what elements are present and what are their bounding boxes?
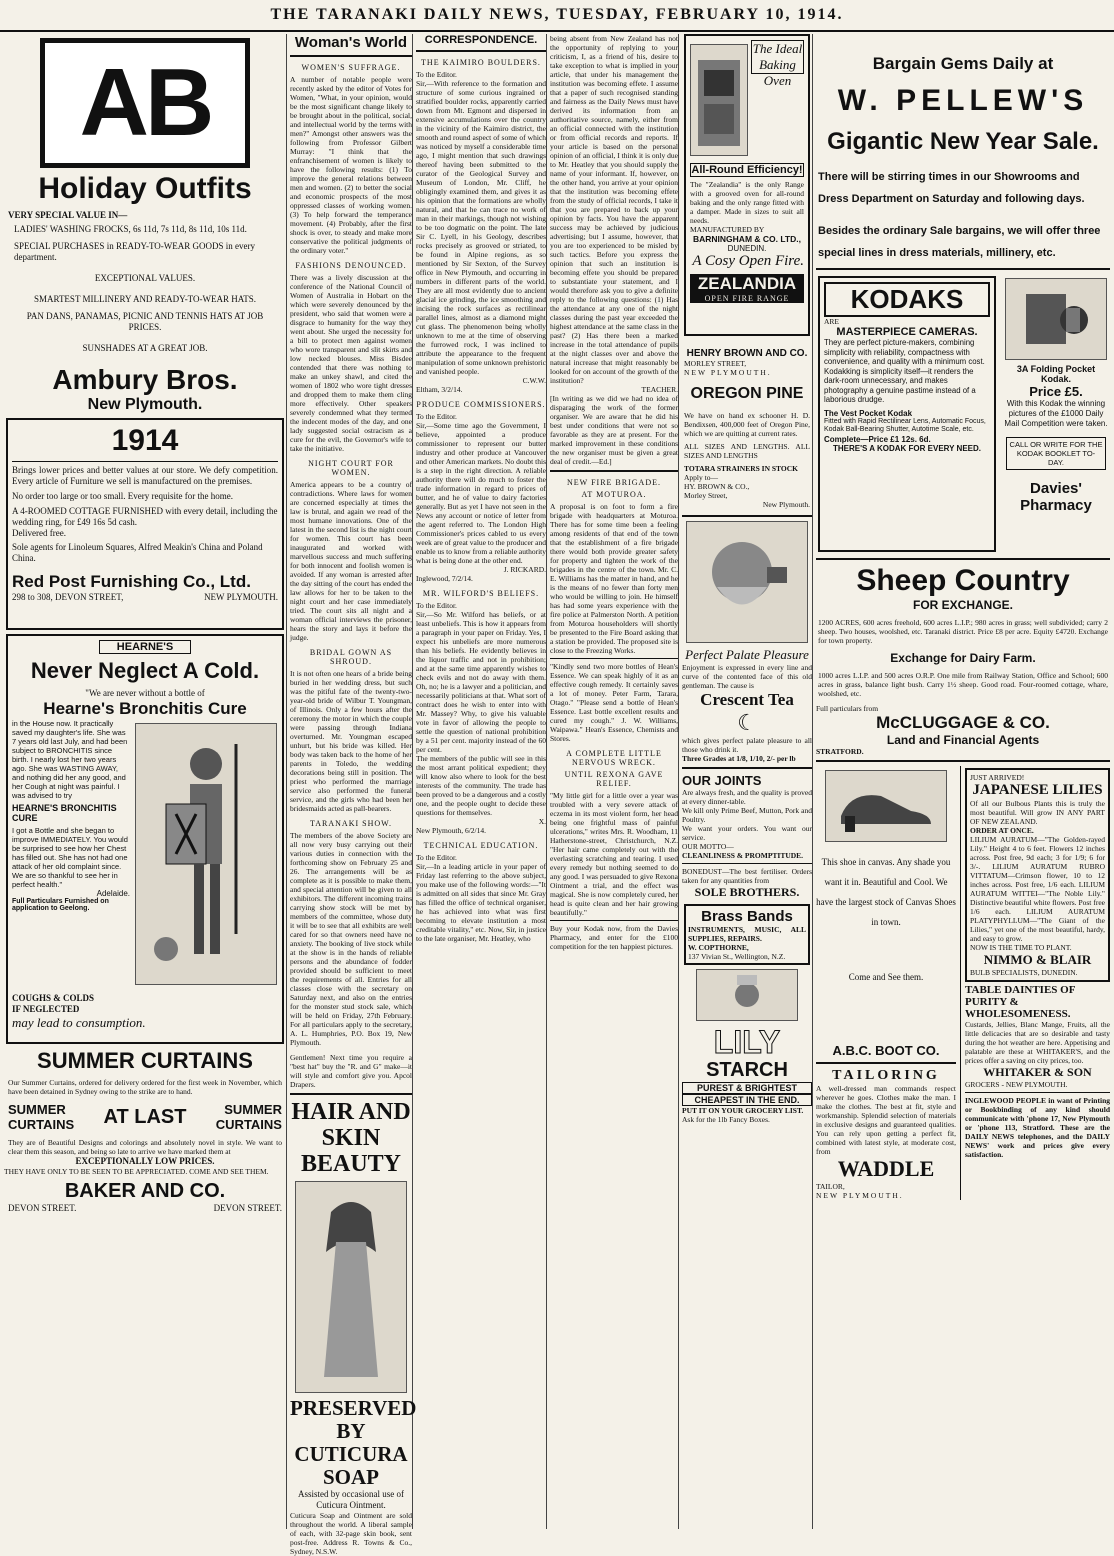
- zealandia-efficiency: All-Round Efficiency!: [691, 164, 803, 176]
- zealandia-logo: ZEALANDIA: [690, 274, 804, 294]
- baker-text: Our Summer Curtains, ordered for delivery ordered for the first week in November, which have been detained in Sydney owing to the strike are to hand.: [8, 1078, 282, 1096]
- kodak-are: ARE: [824, 317, 839, 326]
- shoe-illustration: [825, 770, 947, 842]
- hearne-product: Hearne's Bronchitis Cure: [43, 699, 247, 718]
- lily-starch: STARCH: [706, 1059, 788, 1081]
- article-text: A proposal is on foot to form a fire brigade with headquarters at Moturoa. There has for some time been a feeling among residents of that end of the town that the establishment of a fire brigade there would both provide greater safety for property and tighten the work of the brigades in the centre of the town. Mr. C. E. Williams has the matter in hand, and he is the means of no fewer than forty men who would be willing to join. He himself has had some years experience with the fire police at Palmerston North. A petition from Moturoa householders will shortly be presented to the Fire Board asking that a station be provided. The proposed site is close to the Freezing Works.: [550, 502, 678, 655]
- article-heading: NEW FIRE BRIGADE.: [567, 478, 661, 487]
- ab-line: PAN DANS, PANAMAS, PICNIC AND TENNIS HATS AT JOB PRICES.: [26, 311, 264, 332]
- crescent-moon-icon: ☾: [737, 710, 757, 735]
- pellew-sale: Gigantic New Year Sale.: [827, 128, 1099, 155]
- hearne-testimonial-2: I got a Bottle and she began to improve IMMEDIATELY. You would be surprised to see how her Chest has filled out. She has not had one attack of her old complaint since. We are so thankful to see her in perfect health.": [12, 826, 128, 889]
- sheep-country-advert: [816, 564, 1110, 756]
- lilies-order: ORDER AT ONCE.: [970, 826, 1034, 835]
- article-text: It is not often one hears of a bride being buried in her wedding dress, but such was the pitiful fate of the twenty-two-year-old bride of Wilbur T. Youngman, of Illinois. Only a few hours after the ceremony the motor in which the couple were passing through Indiana overturned. Mr. Youngman escaped unhurt, but his bride was killed. Her body was taken back to the home of her parents in Toledo, the wedding decorations being still in position. The priest who performed the marriage service also performed the funeral service, and the girls who had been her bridesmaids acted as pall-bearers.: [290, 669, 412, 813]
- baker-firm: BAKER AND CO.: [64, 1180, 226, 1202]
- baker-title: SUMMER CURTAINS: [37, 1048, 253, 1073]
- redpost-address: 298 to 308, DEVON STREET,: [12, 592, 124, 602]
- letter-heading: TECHNICAL EDUCATION.: [423, 841, 539, 850]
- zealandia-cosy: A Cosy Open Fire.: [692, 253, 804, 269]
- cuticura-product: PRESERVED BY CUTICURA SOAP: [290, 1396, 417, 1489]
- hearne-testimonial: in the House now. It practically saved my daughter's life. She was 7 years old last July, and had been subject to BRONCHITIS since birth. I nearly lost her two years ago. She was WASTING AWAY, and nothing did her any good, and her Cough at night was painful. I was advised to try: [12, 719, 128, 800]
- sheep-listing-2: 1000 acres L.I.P. and 500 acres O.R.P. One mile from Railway Station, Office and School; 600 acres in grass, balance light bush. Carry 1½ sheep. Good road. Four-roomed cottage, whare, woolshed, etc.: [818, 671, 1108, 698]
- kodak-title: KODAKS: [824, 282, 990, 317]
- ab-line: VERY SPECIAL VALUE IN—: [8, 210, 128, 220]
- kodak-every-need: THERE'S A KODAK FOR EVERY NEED.: [833, 443, 981, 453]
- letter-heading: MR. WILFORD'S BELIEFS.: [422, 589, 540, 598]
- lilies-arrived: JUST ARRIVED!: [970, 773, 1025, 782]
- tea-text: Enjoyment is expressed in every line and curve of the contented face of this old gentleman. The cause is: [682, 663, 812, 690]
- knight-figure-icon: [146, 734, 266, 974]
- hb-street: MORLEY STREET,: [684, 359, 747, 368]
- hb-totara: TOTARA STRAINERS IN STOCK: [684, 464, 798, 473]
- whitaker-title: TABLE DAINTIES OF PURITY & WHOLESOMENESS.: [965, 984, 1076, 1020]
- article-text: Gentlemen! Next time you require a "best hat" buy the "R. and G" make—it will style and comfort give you. Apcol Drapers.: [290, 1053, 412, 1089]
- letter-text: being absent from New Zealand has not the opportunity of replying to your criticism, I, as a friend of his, desire to take exception to what is implied in your article, that under his management the institution was becoming effete. I assume that a paper of such recognised standing and fairness as the Daily News must have derived its information from an authoritative source, namely, either from an official connected with the institution or from official records and reports. If your article is based on the personal opinion of an official, I think it is only due to Mr. Heatley that you should supply the name of your informant. If, however, on the other hand, you arrive at your opinion that the institution was becoming effete from the study of official records, I take it that you are prepared to back up your opinion by facts. You have the apparent success may be achieved by judicious advertising; but I assume, however, that you are too experienced to be misled by such tactics. Before you express the opinion that such an institution is becoming effete you should be prepared to substantiate your statement, and I would therefore ask you to give a definite reply to the following questions: (1) Has the attendance at any one of the night classes during the past year exceeded the highest attendance at the same class in the past? (2) Has there been a marked increase in the total attendance of pupils at the night classes over and above the natural increase that might reasonably be looked for on account of the growth of the institution?: [550, 34, 678, 385]
- baker-price: EXCEPTIONALLY LOW PRICES.: [75, 1156, 215, 1166]
- pellew-firm: W. PELLEW'S: [837, 84, 1089, 117]
- letter-signature: TEACHER.: [641, 385, 678, 394]
- lilies-advert: [965, 768, 1110, 982]
- redpost-text: Brings lower prices and better values at our store. We defy competition. Every article of Furniture we sell is manufactured on the premises.: [12, 465, 278, 486]
- hb-firm: HENRY BROWN AND CO.: [686, 348, 808, 359]
- zealandia-maker-label: MANUFACTURED BY: [690, 225, 765, 234]
- letter-date: New Plymouth, 6/2/14.: [416, 826, 487, 835]
- letter-date: Eltham, 3/2/14.: [416, 385, 463, 394]
- article-heading: WOMEN'S SUFFRAGE.: [301, 63, 401, 72]
- chef-icon: [717, 973, 777, 1017]
- hearne-brand: HEARNE'S: [99, 640, 191, 654]
- ab-advert: [4, 38, 286, 414]
- letter-salutation: To the Editor.: [416, 412, 457, 421]
- cuticura-headline: HAIR AND SKIN BEAUTY: [291, 1099, 411, 1177]
- kodak-masterpiece: MASTERPIECE CAMERAS.: [836, 326, 978, 338]
- hb-sizes: ALL SIZES AND LENGTHS. ALL SIZES AND LENGTHS: [684, 442, 810, 460]
- letter-text: The members of the public will see in this the most arrant political expedient; they will know also where to look for the best interests of the community. The trade has been proved to be a dangerous and a costly one, and the people ought to decide these questions for themselves.: [416, 754, 546, 817]
- letter-text: Sir,—Some time ago the Government, I believe, appointed a produce commissioner to represent our butter industry and other produce at Vancouver and other American markets. No doubt this is a step in the right direction. A reliable authority there will do much to foster the trade information in regard to prices of butter, and he of value to dairy factories generally. But as yet I have not seen in the News any account or notice of letter from the agent referred to. The London High Commissioner's prices cabled to us every week are of great value to the producer and enable us to know from a reliable authority what is being done at the other end.: [416, 421, 546, 565]
- hb-product: OREGON PINE: [690, 385, 804, 402]
- shoe-firm: A.B.C. BOOT CO.: [832, 1043, 940, 1058]
- zealandia-tagline: The Ideal Baking Oven: [752, 41, 803, 88]
- baker-advert: [4, 1048, 286, 1214]
- article-text: The members of the above Society are all now very busy carrying out their various duties in connection with the forthcoming show on February 25 and 26. The arrangements will be as complete as it is possible to make them, and special attention will be given to all exhibitors. The different incoming trains carrying show stock will be met by members of the committee, whose duty it will be to see that all exhibits are well cared for so that owners need have no anxiety. The booking of live stock while at the show is in the hands of reliable persons and the abundance of fodder provided should be sufficient to meet the requirements of all. Entries for all classes close with the secretary on Saturday next, and also on the entries for the monster stud stock sale, which will be held on Friday, 27th February. For all particulars apply to the secretary, A. L. Humphries, P.O. Box 19, New Plymouth.: [290, 831, 412, 1047]
- ab-title: Holiday Outfits: [38, 172, 252, 205]
- brass-maker: W. COPTHORNE,: [688, 943, 749, 952]
- column-5: [682, 34, 813, 1529]
- sheep-town: STRATFORD.: [816, 747, 864, 756]
- redpost-line: A 4-ROOMED COTTAGE FURNISHED with every detail, including the wedding ring, for £49 16s 5d cash.: [12, 506, 278, 527]
- joints-text: We kill only Prime Beef, Mutton, Pork and Poultry.: [682, 806, 812, 824]
- pellew-intro: Bargain Gems Daily at: [872, 54, 1054, 73]
- column-2: [290, 34, 417, 1556]
- column-4: [550, 34, 679, 1529]
- camera-illustration: [1005, 278, 1107, 360]
- tailor-text: A well-dressed man commands respect wherever he goes. Clothes make the man. I make the clothes. The best at fit, style and workmanship. Splendid selection of materials in exclusive designs and guaranteed qualities. You can rely upon getting a perfect fit, combined with latest style, at moderate cost, from: [816, 1084, 956, 1156]
- kodak-pharmacy: Davies' Pharmacy: [1020, 480, 1092, 514]
- joints-motto-label: OUR MOTTO—: [682, 842, 734, 851]
- sheep-exchange: FOR EXCHANGE.: [912, 598, 1013, 612]
- kodak-vest-pocket: The Vest Pocket Kodak: [824, 408, 913, 418]
- zealandia-text: The "Zealandia" is the only Range with a grooved oven for all-round baking and the only range fitted with a damper. Made in sizes to suit all needs.: [690, 180, 804, 225]
- hearne-place: Adelaide.: [96, 889, 130, 898]
- baker-right: SUMMER CURTAINS: [215, 1102, 282, 1132]
- hearne-intro: "We are never without a bottle of: [85, 688, 205, 698]
- ab-firm: Ambury Bros.: [52, 364, 238, 395]
- henry-brown-advert: [682, 340, 812, 511]
- tea-brand: Crescent Tea: [700, 690, 794, 709]
- baker-text-2: They are of Beautiful Designs and colorings and absolutely novel in style. We want to clear them this season, and being so late to arrive we have marked them at: [8, 1138, 282, 1156]
- baker-text-3: THEY HAVE ONLY TO BE SEEN TO BE APPRECIATED. COME AND SEE THEM.: [4, 1167, 269, 1176]
- cuticura-note: Cuticura Soap and Ointment are sold throughout the world. A liberal sample of each, with 32-page skin book, sent post-free. Address R. Towns & Co., Sydney, N.S.W.: [290, 1511, 412, 1556]
- editor-note: [In writing as we did we had no idea of disparaging the work of the former organiser. We are aware that he did his best under conditions that were not so favorable as they are at present. For the marked improvement in these conditions the new organiser must be given a great deal of credit.—Ed.]: [550, 394, 678, 466]
- lilies-firm-desc: BULB SPECIALISTS, DUNEDIN.: [970, 968, 1078, 977]
- article-heading: BRIDAL GOWN AS SHROUD.: [309, 648, 393, 666]
- hb-contact-street: Morley Street,: [684, 491, 728, 500]
- lilies-title: JAPANESE LILIES: [972, 782, 1103, 798]
- lily-cheapest: CHEAPEST IN THE END.: [682, 1094, 812, 1106]
- article-text: A number of notable people were recently asked by the editor of Votes for Women, "What, in your opinion, would be the most significant change likely to be brought about in the political, social, and intellectual world by the terms with men?" Amongst other answers was the following from Professor Gilbert Murray: "I think that the enfranchisement of women is likely to have the following results: (1) To improve the general relations between men and women. (2) to better the social and economic prospects of the most oppressed classes of working women. (3) To help forward the temperance movement. (4) Probably, after the first shock is over, to steady and make more conservative the political judgments of the ordinary voter.": [290, 75, 412, 255]
- joints-motto: CLEANLINESS & PROMPTITUDE.: [682, 851, 804, 860]
- hb-apply: Apply to—: [684, 473, 718, 482]
- whitaker-firm: WHITAKER & SON: [983, 1065, 1092, 1079]
- hb-text: We have on hand ex schooner H. D. Bendixsen, 400,000 feet of Oregon Pine, which we are quitting at current rates.: [684, 411, 810, 438]
- column-1: [4, 34, 287, 1529]
- article-text: "My little girl for a little over a year was troubled with a very severe attack of eczema in its most violent form, her head being one frightful mass of painful ulcerations," writes Mrs. R. Woodham, 11 Hatherstone-street, Christchurch, N.Z. "Her hair came completely out with the everlasting scratching and tearing. I used every remedy but nothing seemed to do any good. I was persuaded to give Rexona Ointment a trial, and the effect was magical. She is now completely cured, her head is quite clean and her hair growing beautifully.": [550, 791, 678, 917]
- article-text: America appears to be a country of contradictions. Where laws for women are concerned especially at times the law is brutal, and again we read of the most humane innovations. One of the latest in the second list is the night court for women. This court has been inaugurated and worked with marvellous success and much suffering for both innocent and foolish women is avoided. If any woman is arrested after the day sitting of the court has ended the law allows for her to be taken to the night court and her case immediately tried. The court sits all night and a woman official interviews the prisoner, hears the story and lays it before the judge.: [290, 480, 412, 642]
- tailor-town: NEW PLYMOUTH.: [816, 1191, 904, 1200]
- letter-heading: THE KAIMIRO BOULDERS.: [421, 58, 541, 67]
- column-3: [416, 34, 547, 1529]
- article-heading: FASHIONS DENOUNCED.: [295, 261, 407, 270]
- tea-text-2: which gives perfect palate pleasure to all those who drink it.: [682, 736, 812, 754]
- zealandia-city: DUNEDIN.: [727, 244, 767, 253]
- kodak-winning: With this Kodak the winning pictures of the £1000 Daily Mail Competition were taken.: [1004, 399, 1108, 428]
- tea-headline: Perfect Palate Pleasure: [685, 647, 809, 662]
- zealandia-advert: [684, 34, 810, 336]
- redpost-town: NEW PLYMOUTH.: [204, 592, 278, 602]
- chef-illustration: [696, 969, 798, 1021]
- baker-left: SUMMER CURTAINS: [8, 1102, 75, 1132]
- column-6: [816, 34, 1110, 1529]
- letter-text: Sir,—In a leading article in your paper of Friday last referring to the above subject, you make use of the following words:—"It is admitted on all sides that since Mr. Gray has filled the office of technical organiser, he has achieved into what was first becoming to elevate institution a most creditable vitality," etc. Now, Sir, in justice to the late organiser, Mr. Heatley, who: [416, 862, 546, 943]
- letter-text: Sir,—So Mr. Wilford has beliefs, or at least unbeliefs. This is how it appears from a paragraph in your paper on Friday. Yes, I expect his unbeliefs are more numerous than his beliefs. He evidently believes in the liquor traffic and not in prohibition; and at the same time apparently wishes to check evils and not do away with them. Oh, no; he is a lawyer and a politician, and necessarily politicians at that. What sort of contract does he wish to enter into with Mr. Massey? Why, to give his valuable vote in favor of allowing the people to settle the question of national prohibition by a 51 per cent. majority instead of the 60 per cent.: [416, 610, 546, 754]
- article-heading: NIGHT COURT FOR WOMEN.: [308, 459, 394, 477]
- hb-contact: HY. BROWN & CO.,: [684, 482, 750, 491]
- abc-boot-advert: [816, 766, 956, 1200]
- sheep-listing: 1200 ACRES, 600 acres freehold, 600 acres L.I.P.; 980 acres in grass; well subdivided; carry 2 sheep. Two houses, woolshed, etc. Taranaki district. Price £8 per acre. Equity £4720. Exchange for town property.: [818, 618, 1108, 645]
- redpost-line: No order too large or too small. Every requisite for the home.: [12, 491, 234, 501]
- brass-title: Brass Bands: [701, 908, 793, 925]
- baker-mid: AT LAST: [103, 1105, 187, 1128]
- redpost-line: Delivered free.: [12, 528, 66, 538]
- whitaker-text: Custards, Jellies, Blanc Mange, Fruits, all the little delicacies that are so desirable and tasty during the hot weather are here. Appetising and palatable are these at WHITAKER'S, and the prices offer a saving on city prices, too.: [965, 1020, 1110, 1065]
- hb-town: NEW PLYMOUTH.: [684, 368, 772, 377]
- woman-figure-icon: [306, 1192, 396, 1382]
- correspondence-title: CORRESPONDENCE.: [424, 34, 538, 46]
- sheep-agent-desc: Land and Financial Agents: [886, 733, 1040, 747]
- tailor-role: TAILOR,: [816, 1182, 845, 1191]
- article-heading: TARANAKI SHOW.: [310, 819, 392, 828]
- ab-town: New Plymouth.: [87, 396, 203, 413]
- letter-heading: PRODUCE COMMISSIONERS.: [416, 400, 546, 409]
- ab-line: SMARTEST MILLINERY AND READY-TO-WEAR HATS.: [33, 294, 257, 304]
- hearne-caption-3: may lead to consumption.: [12, 1015, 146, 1030]
- lily-purest: PUREST & BRIGHTEST: [682, 1082, 812, 1094]
- old-man-drinking-icon: [697, 527, 797, 637]
- article-text: "Kindly send two more bottles of Hean's Essence. We can speak highly of it as an effective cough remedy. It certainly saves a lot of money. Peter Farm, Tarara, Otago." "Please send a bottle of Hean's Essence. Last bottle excellent results and cured my cough." J. W. Williams, Waipawa." Hean's Essence, Chemists and Stores.: [550, 662, 678, 743]
- zealandia-maker: BARNINGHAM & CO. LTD.,: [693, 234, 801, 244]
- brass-text: INSTRUMENTS, MUSIC, ALL SUPPLIES, REPAIRS.: [688, 925, 806, 943]
- hearne-advert: [6, 634, 284, 1044]
- kodak-vest-price: Complete—Price £1 12s. 6d.: [824, 434, 931, 444]
- lily-list: PUT IT ON YOUR GROCERY LIST.: [682, 1106, 804, 1115]
- lilies-text: Of all our Bulbous Plants this is truly the most beautiful. Will grow IN ANY PART OF NEW ZEALAND.: [970, 799, 1105, 826]
- tailor-name: WADDLE: [837, 1156, 935, 1181]
- article-subheading: UNTIL REXONA GAVE RELIEF.: [564, 770, 664, 788]
- letter-salutation: To the Editor.: [416, 853, 457, 862]
- letter-text: Sir,—With reference to the formation and structure of some curious ingrained or stratified boulder rocks, apparently carried down from Mt. Egmont and dispersed in extensive accumulations over the country in the vicinity of the Kaimiro district, the smooth and round aspect of some of which was noticed by myself a considerable time ago, I might mention that such drawings thereof having been submitted to the curator of the Geological Survey and Museum of London, Mr. Cliff, he obligingly examined them, and gives it as his opinion that the formations are wholly natural, and that he can trace no work of man in their markings, though not wishing to be too dogmatic on the point. The late Sir C. Lyell, in his Geology, describes rocks precisely as grooved or striated, to be found in Alpine regions, as so mentioned by Sir Sexton, of the Survey office in New Plymouth, and occurring in numbers in different parts of the world. They are all most evidently due to ancient glacial ice grinding, the ice smoothing and incising the rock surfaces as rectilinear parallel lines, almost as a diamond might cut glass. The phenomenon being wholly unknown to me at the time of observing the furrowed rock, I was inclined to attribute the appearance to the frequent manipulation of some unknown prehistoric and vanished people.: [416, 79, 546, 376]
- lilies-firm: NIMMO & BLAIR: [983, 952, 1092, 967]
- letter-signature: C.W.W.: [522, 376, 546, 385]
- masthead: THE TARANAKI DAILY NEWS, TUESDAY, FEBRUARY 10, 1914.: [0, 0, 1114, 32]
- letter-salutation: To the Editor.: [416, 70, 457, 79]
- shoe-icon: [831, 776, 941, 836]
- kodak-booklet: CALL OR WRITE FOR THE KODAK BOOKLET TO-DAY.: [1006, 437, 1106, 470]
- kodak-folding: 3A Folding Pocket Kodak.: [1016, 364, 1096, 384]
- range-illustration: [690, 44, 748, 156]
- zealandia-range: OPEN FIRE RANGE: [690, 294, 804, 303]
- tailor-title: TAILORING: [832, 1068, 940, 1083]
- hearne-caption-2: IF NEGLECTED: [12, 1004, 80, 1014]
- baker-address-1: DEVON STREET.: [8, 1203, 77, 1213]
- letter-salutation: To the Editor.: [416, 601, 457, 610]
- old-man-illustration: [686, 521, 808, 643]
- ab-line: SPECIAL PURCHASES in READY-TO-WEAR GOODS in every department.: [14, 241, 256, 262]
- joints-advert: [682, 773, 812, 860]
- lily-starch-advert: [682, 969, 812, 1124]
- letter-signature: J. RICKARD.: [503, 565, 546, 574]
- pellew-advert: [816, 54, 1110, 264]
- stove-icon: [694, 50, 744, 150]
- tea-grades: Three Grades at 1/8, 1/10, 2/- per lb: [682, 754, 796, 763]
- hearne-caption-1: COUGHS & COLDS: [12, 993, 95, 1003]
- hearne-note: Full Particulars Furnished on application to Geelong.: [12, 898, 109, 912]
- redpost-advert: [6, 418, 284, 630]
- daily-news-notice: INGLEWOOD PEOPLE in want of Printing or Bookbinding of any kind should communicate with 'phone 17, New Plymouth or 'phone 113, Stratford. These are the DAILY NEWS telephones, and the DAILY NEWS' work and prices give every satisfaction.: [965, 1096, 1110, 1159]
- cuticura-assist: Assisted by occasional use of Cuticura Ointment.: [298, 1489, 404, 1510]
- kodak-price: Price £5.: [1029, 384, 1083, 399]
- hearne-product-2: HEARNE'S BRONCHITIS CURE: [12, 803, 117, 823]
- lilies-list: LILIUM AURATUM—"The Golden-rayed Lily." Height 4 to 6 feet. Flowers 12 inches across. Post free, 9d each; 3 for 1/9; 6 for 3/-. LILIUM AURATUM RUBRO VITTATUM—Crimson flower, 10 to 12 inches across. Post free, 1/6 each. LILIUM AURATUM WITTEI—"The Noble Lily." Distinctive beautiful white flowers. Post free 1/6 each. LILIUM AURATUM PLATYPHYLLUM—"The Giant of the Lilies," yet one of the most beautiful, hardy, and easy to grow.: [970, 835, 1105, 943]
- brass-address: 137 Vivian St., Wellington, N.Z.: [688, 952, 786, 961]
- crescent-tea-advert: [682, 521, 812, 763]
- ab-line: EXCEPTIONAL VALUES.: [94, 273, 196, 283]
- sheep-particulars: Full particulars from: [816, 704, 879, 713]
- womans-world-title: Woman's World: [294, 34, 408, 51]
- whitaker-grocers: GROCERS - NEW PLYMOUTH.: [965, 1080, 1068, 1089]
- knight-illustration: [135, 723, 277, 985]
- lily-brand: LILY: [713, 1024, 781, 1060]
- bonedust-text: BONEDUST—The best fertiliser. Orders taken for any quantities from: [682, 867, 812, 885]
- sheep-dairy: Exchange for Dairy Farm.: [890, 651, 1036, 665]
- ab-line: LADIES' WASHING FROCKS, 6s 11d, 7s 11d, 8s 11d, 10s 11d.: [14, 224, 247, 234]
- baker-address-2: DEVON STREET.: [213, 1203, 282, 1213]
- sheep-agent: McCLUGGAGE & CO.: [876, 713, 1050, 732]
- kodak-advert: [818, 276, 996, 552]
- cuticura-illustration: [295, 1181, 407, 1393]
- letter-signature: X.: [538, 817, 546, 826]
- hearne-headline: Never Neglect A Cold.: [30, 658, 260, 683]
- joints-title: OUR JOINTS: [682, 773, 762, 788]
- article-heading: A COMPLETE LITTLE NERVOUS WRECK.: [566, 749, 662, 767]
- sole-brothers: SOLE BROTHERS.: [694, 885, 800, 899]
- redpost-firm: Red Post Furnishing Co., Ltd.: [12, 572, 251, 591]
- hb-contact-town: New Plymouth.: [762, 500, 810, 509]
- article-subheading: AT MOTUROA.: [581, 490, 647, 499]
- redpost-line: Sole agents for Linoleum Squares, Alfred Meakin's China and Poland China.: [12, 542, 263, 563]
- lily-ask: Ask for the 1lb Fancy Boxes.: [682, 1115, 770, 1124]
- shoe-come: Come and See them.: [848, 972, 924, 982]
- ab-logo: AB: [40, 38, 250, 168]
- joints-text: We want your orders. You want our service.: [682, 824, 812, 842]
- joints-text: Are always fresh, and the quality is proved at every dinner-table.: [682, 788, 812, 806]
- whitaker-advert: [965, 984, 1110, 1089]
- ab-line: SUNSHADES AT A GREAT JOB.: [82, 343, 208, 353]
- pellew-text-2: Besides the ordinary Sale bargains, we will offer three special lines in dress materials, millinery, etc.: [818, 225, 1101, 259]
- letter-date: Inglewood, 7/2/14.: [416, 574, 473, 583]
- kodak-text: They are perfect picture-makers, combining simplicity with reliability, compactness with convenience, and quality with a minimum cost. Kodakking is simplicity itself—it renders the dark-room unnecessary, and makes photography a genuine pastime instead of a laborious drudge.: [824, 338, 985, 404]
- shoe-text: This shoe in canvas. Any shade you want it in. Beautiful and Cool. We have the largest stock of Canvas Shoes in town.: [816, 857, 956, 927]
- article-text: There was a lively discussion at the conference of the National Council of Women of Australia in Hobart on the which were severely denounced by the president, who said that women were a disgrace to humanity for the way they went about. She urged the necessity for a bill to protect men against women who wore transparent and slit skirts and low necked blouses. Miss Bisdee contended that there was nothing to make an unkey shawl, and cited the women of 1802 who wore tight dresses and dropped them to make them cling more effectively. Other speakers severely condemned what they termed the indecent modes of the day, and one lady suggested social ostracism as a cure for the evil, the Governor's wife to take the initiative.: [290, 273, 412, 453]
- lilies-plant: NOW IS THE TIME TO PLANT.: [970, 943, 1072, 952]
- folding-camera-icon: [1016, 284, 1096, 354]
- article-text: Buy your Kodak now, from the Davies Pharmacy, and enter for the £100 competition for the ten happiest pictures.: [550, 924, 678, 951]
- pellew-text: There will be stirring times in our Showrooms and Dress Department on Saturday and following days.: [818, 171, 1085, 205]
- redpost-year: 1914: [111, 424, 179, 457]
- kodak-vest-text: Fitted with Rapid Rectilinear Lens, Automatic Focus, Kodak Ball-Bearing Shutter, Autotime Scale, etc.: [824, 417, 986, 433]
- brass-bands-advert: [684, 904, 810, 965]
- sheep-title: Sheep Country: [856, 564, 1070, 597]
